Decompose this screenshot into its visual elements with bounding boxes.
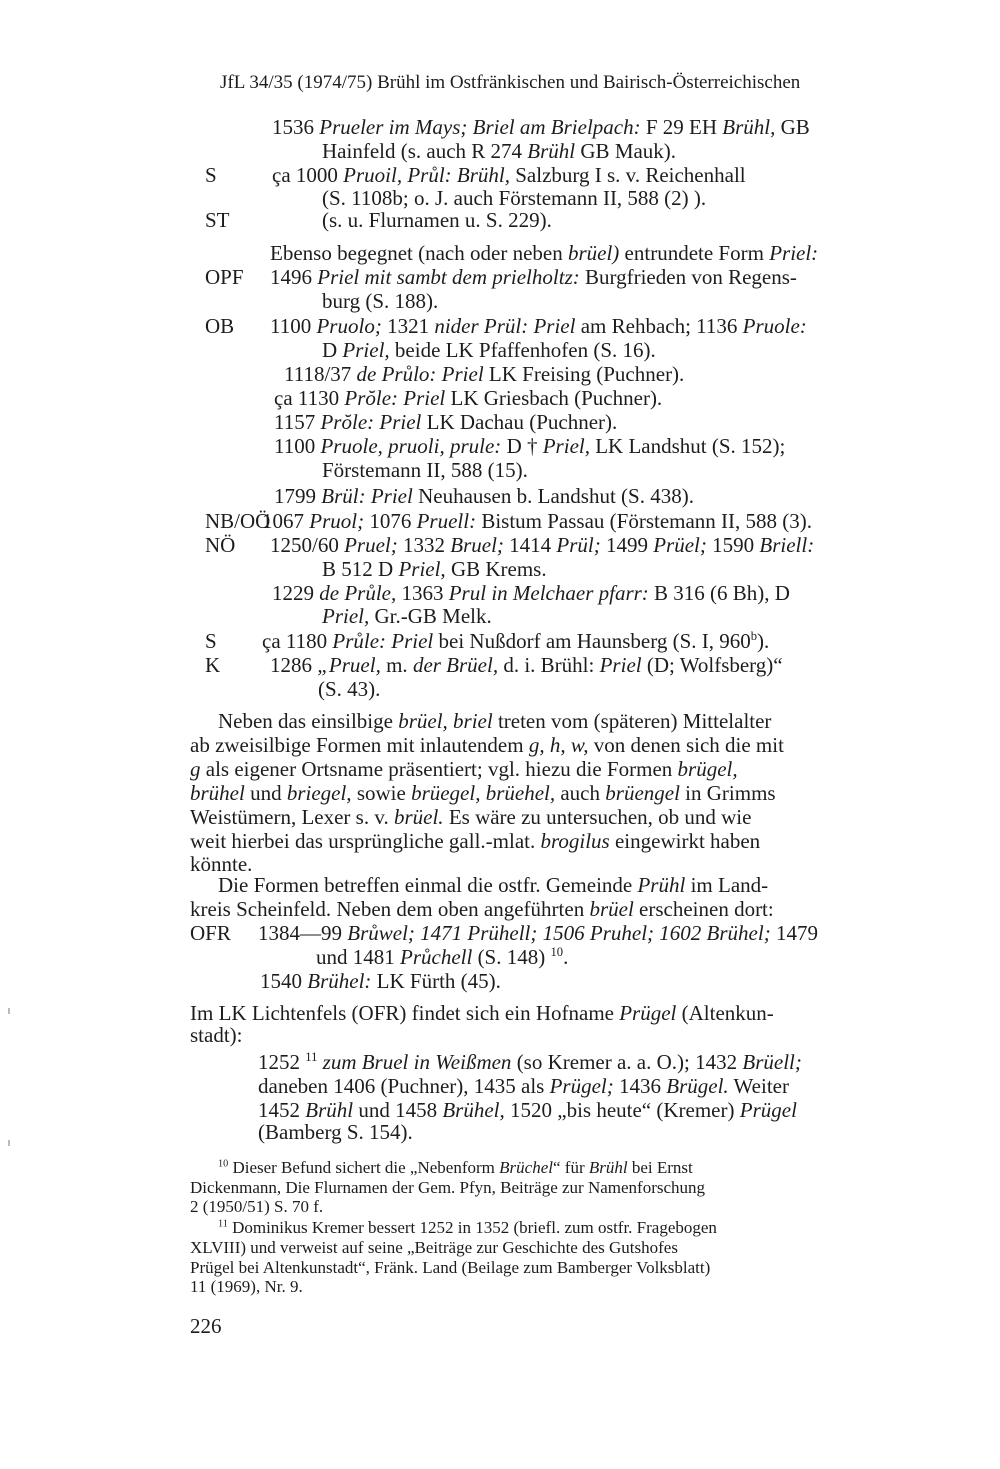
text-line: 1118/37 de Průlo: Priel LK Freising (Puchner). [284, 362, 685, 386]
region-label: S [205, 629, 217, 653]
text-line: Priel, Gr.-GB Melk. [322, 604, 492, 628]
text-line: Förstemann II, 588 (15). [322, 458, 528, 482]
text-line: burg (S. 188). [322, 289, 439, 313]
text-line: (s. u. Flurnamen u. S. 229). [322, 208, 552, 232]
text-line: (S. 43). [318, 677, 381, 701]
text-line: Weistümern, Lexer s. v. brüel. Es wäre zu untersuchen, ob und wie [190, 805, 752, 829]
region-label: OB [205, 314, 235, 338]
text-line: 1540 Brühel: LK Fürth (45). [260, 969, 501, 993]
footnote-line: 11 (1969), Nr. 9. [190, 1277, 303, 1296]
text-line: weit hierbei das ursprüngliche gall.-mlat. brogilus eingewirkt haben [190, 829, 761, 853]
text-line: könnte. [190, 852, 253, 876]
text-line: brühel und briegel, sowie brüegel, brüehel, auch brüengel in Grimms [190, 781, 776, 805]
region-label: NÖ [205, 533, 236, 557]
text-line: 1286 „Pruel, m. der Brüel, d. i. Brühl: Priel (D; Wolfsberg)“ [270, 653, 783, 677]
text-line: 1536 Prueler im Mays; Briel am Brielpach: F 29 EH Brühl, GB [272, 115, 810, 139]
text-line: 1229 de Průle, 1363 Prul in Melchaer pfarr: B 316 (6 Bh), D [272, 581, 790, 605]
text-line: Im LK Lichtenfels (OFR) findet sich ein Hofname Prügel (Altenkun- [190, 1001, 774, 1025]
text-line: 1252 $^{11}$ zum Bruel in Weißmen (so Kremer a. a. O.); 1432 Brüell; [258, 1050, 802, 1074]
text-line: 1250/60 Pruel; 1332 Bruel; 1414 Prül; 1499 Prüel; 1590 Briell: [270, 533, 815, 557]
region-label: OPF [205, 265, 244, 289]
text-line: 1384—99 Brůwel; 1471 Prühell; 1506 Pruhel; 1602 Brühel; 1479 [258, 921, 818, 945]
footnote-line: XLVIII) und verweist auf seine „Beiträge zur Geschichte des Gutshofes [190, 1238, 678, 1257]
footnote-line: $^{10}$ Dieser Befund sichert die „Nebenform Brüchel“ für Brühl bei Ernst [218, 1158, 693, 1177]
text-line: B 512 D Priel, GB Krems. [322, 557, 547, 581]
text-line: ça 1130 Prŏle: Priel LK Griesbach (Puchner). [274, 386, 663, 410]
text-line: daneben 1406 (Puchner), 1435 als Prügel; 1436 Brügel. Weiter [258, 1074, 789, 1098]
footnote-line: Prügel bei Altenkunstadt“, Fränk. Land (Beilage zum Bamberger Volksblatt) [190, 1258, 711, 1277]
text-line: 1067 Pruol; 1076 Pruell: Bistum Passau (Förstemann II, 588 (3). [262, 509, 813, 533]
page-number: 226 [190, 1314, 222, 1338]
region-label: K [205, 653, 221, 677]
footnote-line: $^{11}$ Dominikus Kremer bessert 1252 in 1352 (briefl. zum ostfr. Fragebogen [218, 1218, 717, 1237]
text-line: Die Formen betreffen einmal die ostfr. Gemeinde Prühl im Land- [218, 873, 769, 897]
margin-mark [8, 1008, 10, 1014]
text-line: 1452 Brühl und 1458 Brühel, 1520 „bis heute“ (Kremer) Prügel [258, 1098, 797, 1122]
text-line: kreis Scheinfeld. Neben dem oben angeführten brüel erscheinen dort: [190, 897, 774, 921]
margin-mark [8, 1140, 10, 1146]
text-line: Hainfeld (s. auch R 274 Brühl GB Mauk). [322, 139, 677, 163]
text-line: 1100 Pruolo; 1321 nider Prül: Priel am Rehbach; 1136 Pruole: [270, 314, 807, 338]
text-line: 1496 Priel mit sambt dem prielholtz: Burgfrieden von Regens- [270, 265, 797, 289]
text-line: (S. 1108b; o. J. auch Förstemann II, 588 (2) ). [322, 186, 707, 210]
text-line: ça 1000 Pruoil, Průl: Brühl, Salzburg I s. v. Reichenhall [272, 163, 746, 187]
text-line: und 1481 Průchell (S. 148) $^{10}$. [316, 945, 569, 969]
footnote-line: 2 (1950/51) S. 70 f. [190, 1197, 324, 1216]
text-line: (Bamberg S. 154). [258, 1120, 413, 1144]
running-header: JfL 34/35 (1974/75) Brühl im Ostfränkischen und Bairisch-Österreichischen [220, 72, 801, 93]
text-line: 1157 Prŏle: Priel LK Dachau (Puchner). [274, 410, 618, 434]
text-line: 1799 Brül: Priel Neuhausen b. Landshut (S. 438). [274, 484, 694, 508]
text-line: Neben das einsilbige brüel, briel treten vom (späteren) Mittelalter [218, 709, 772, 733]
footnote-line: Dickenmann, Die Flurnamen der Gem. Pfyn, Beiträge zur Namenforschung [190, 1178, 706, 1197]
region-label: S [205, 163, 217, 187]
region-label: ST [205, 208, 230, 232]
text-line: ab zweisilbige Formen mit inlautendem g, h, w, von denen sich die mit [190, 733, 784, 757]
text-line: g als eigener Ortsname präsentiert; vgl. hiezu die Formen brügel, [190, 757, 738, 781]
text-line: D Priel, beide LK Pfaffenhofen (S. 16). [322, 338, 656, 362]
text-line: ça 1180 Průle: Priel bei Nußdorf am Haunsberg (S. I, 960$^b$). [262, 629, 770, 653]
text-line: Ebenso begegnet (nach oder neben brüel) entrundete Form Priel: [270, 241, 819, 265]
region-label: NB/OÖ [205, 509, 271, 533]
text-line: stadt): [190, 1023, 243, 1047]
region-label: OFR [190, 921, 231, 945]
text-line: 1100 Pruole, pruoli, prule: D † Priel, LK Landshut (S. 152); [274, 434, 786, 458]
